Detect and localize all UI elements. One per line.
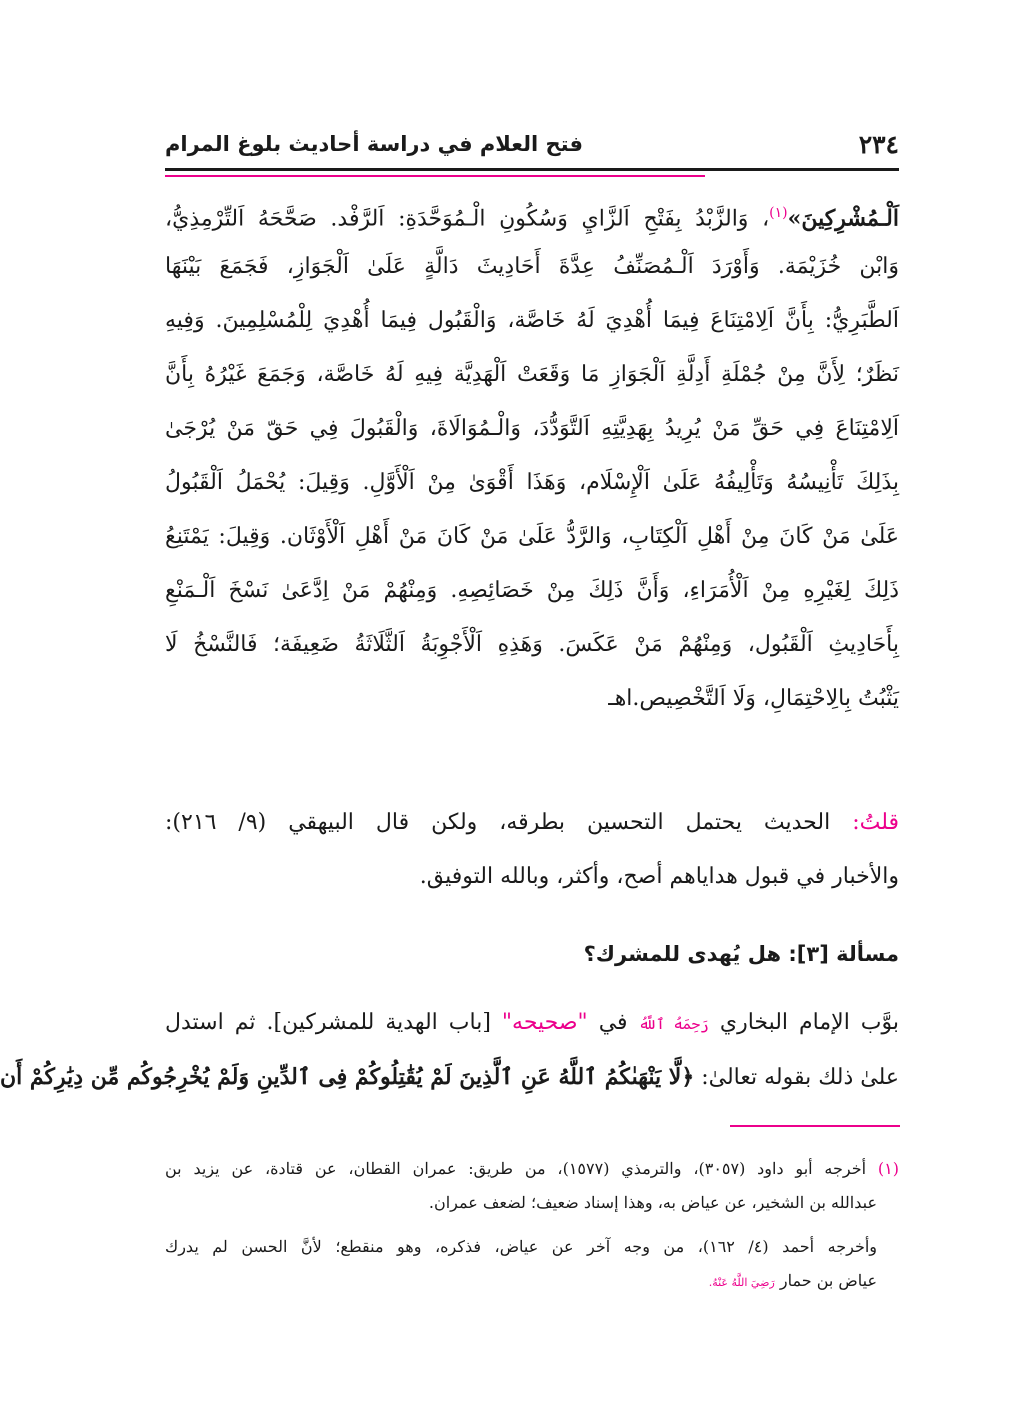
book-title: "صحيحه" <box>501 1010 588 1035</box>
footnote-ref[interactable]: (١) <box>769 205 788 221</box>
text-line: يَثْبُتُ بِالِاحْتِمَالِ، وَلَا اَلتَّخْصِيص.اهـ <box>608 686 899 711</box>
text-line: قلتُ: الحديث يحتمل التحسين بطرقه، ولكن قال البيهقي (٩/ ٢١٦): <box>165 810 900 835</box>
honorific: رَضِيَ اللَّهُ عَنْهُ. <box>708 1276 775 1289</box>
text-line: والأخبار في قبول هداياهم أصح، وأكثر، وبالله التوفيق. <box>419 864 899 889</box>
text-line: وَابْن خُزَيْمَة. وَأَوْرَدَ اَلْـمُصَنِّفُ عِدَّةَ أَحَادِيثَ دَالَّةٍ عَلَىٰ اَلْجَوَازِ، فَجَمَعَ بَيْنَهَا <box>165 254 899 279</box>
question-heading <box>165 930 899 978</box>
page-number: ٢٣٤ <box>858 130 899 159</box>
text-line: اَلِامْتِنَاعَ فِي حَقِّ مَنْ يُرِيدُ بِهَدِيَّتِهِ اَلتَّوَدُّدَ، وَالْـمُوَالَاةَ، وَالْقَبُولَ فِي حَقّ مَنْ يُرْجَىٰ <box>165 416 899 441</box>
question-title: هل يُهدى للمشرك؟ <box>583 942 782 966</box>
text-line: عَلَىٰ مَنْ كَانَ مِنْ أَهْلِ اَلْكِتَابِ، وَالرَّدُّ عَلَىٰ مَنْ كَانَ مَنْ أَهْلِ اَلْأَوْثَان. وَقِيلَ: يَمْتَنِعُ <box>165 524 899 549</box>
text-line: علىٰ ذلك بقوله تعالىٰ: ﴿لَّا يَنْهَىٰكُمُ ٱللَّهُ عَنِ ٱلَّذِينَ لَمْ يُقَٰتِلُوكُمْ فِى ٱلدِّينِ وَلَمْ يُخْرِجُوكُم مِّن دِيَٰرِكُمْ أَن <box>0 1064 899 1090</box>
footnote-line: (١) أخرجه أبو داود (٣٠٥٧)، والترمذي (١٥٧٧)، من طريق: عمران القطان، عن قتادة، عن يزيد بن <box>165 1159 899 1178</box>
footnote-line: عبدالله بن الشخير، عن عياض به، وهذا إسناد ضعيف؛ لضعف عمران. <box>428 1193 877 1212</box>
quran-verse: ﴿لَّا يَنْهَىٰكُمُ ٱللَّهُ عَنِ ٱلَّذِينَ لَمْ يُقَٰتِلُوكُمْ فِى ٱلدِّينِ وَلَمْ يُخْرِجُوكُم مِّن دِيَٰرِكُمْ أَن <box>0 1064 695 1090</box>
running-title: فتح العلام في دراسة أحاديث بلوغ المرام <box>165 132 583 156</box>
question-label: مسألة [٣]: <box>788 942 899 966</box>
bab-paragraph <box>0 996 900 1104</box>
text-line: ذَلِكَ لِغَيْرِهِ مِنْ اَلْأُمَرَاءِ، وَأَنَّ ذَلِكَ مِنْ خَصَائِصِهِ. وَمِنْهُمْ مَنْ اِدَّعَىٰ نَسْخَ اَلْـمَنْعِ <box>165 578 899 603</box>
note-label: قلتُ: <box>852 810 900 835</box>
page-header <box>165 128 899 168</box>
footnote-number: (١) <box>877 1159 899 1178</box>
footnote-line: عياض بن حمار رَضِيَ اللَّهُ عَنْهُ. <box>708 1271 877 1290</box>
text-line: اَلْـمُشْرِكِينَ»$^{(١)}$، وَالزَّبْدُ بِفَتْحِ اَلزَّايِ وَسُكُونِ الْـمُوَحَّدَةِ: اَلرَّفْد. صَحَّحَهُ اَلتِّرْمِذِيُّ، <box>165 205 899 232</box>
text-line: بِذَلِكَ تَأْنِيسُهُ وَتَأْلِيفُهُ عَلَىٰ اَلْإِسْلَام، وَهَذَا أَقْوَىٰ مِنْ اَلْأَوَّلِ. وَقِيلَ: يُحْمَلُ اَلْقَبُولُ <box>165 470 899 495</box>
text-line: بوَّب الإمام البخاري رَحِمَهُ ٱللَّهُ في "صحيحه" [باب الهدية للمشركين]. ثم استدل <box>165 1010 900 1035</box>
header-accent-rule <box>165 175 705 177</box>
text-line: نَظَرٌ؛ لِأَنَّ مِنْ جُمْلَةِ أَدِلَّةِ اَلْجَوَازِ مَا وَقَعَتْ اَلْهَدِيَّة فِيهِ لَهُ خَاصَّة، وَجَمَعَ غَيْرُهُ بِأَنَّ <box>165 362 899 387</box>
author-note <box>165 796 899 904</box>
text-line: بِأَحَادِيثِ اَلْقَبُول، وَمِنْهُمْ مَنْ عَكَسَ. وَهَذِهِ اَلْأَجْوِبَةُ اَلثَّلَاثَةُ ضَعِيفَة؛ فَالنَّسْخُ لَا <box>165 632 899 657</box>
footnote-rule <box>730 1125 900 1127</box>
quoted-commentary <box>165 186 899 726</box>
footnote-line: وأخرجه أحمد (٤/ ١٦٢)، من وجه آخر عن عياض، فذكره، وهو منقطع؛ لأنَّ الحسن لم يدرك <box>165 1237 878 1256</box>
header-rule <box>165 168 899 171</box>
honorific: رَحِمَهُ ٱللَّهُ <box>638 1015 709 1033</box>
text-line: اَلطَّبَرِيُّ: بِأَنَّ اَلِامْتِنَاعَ فِيمَا أُهْدِيَ لَهُ خَاصَّة، وَالْقَبُول فِيمَا أُهْدِيَ لِلْمُسْلِمِينَ. وَفِيهِ <box>165 308 899 333</box>
footnotes <box>165 1152 899 1298</box>
